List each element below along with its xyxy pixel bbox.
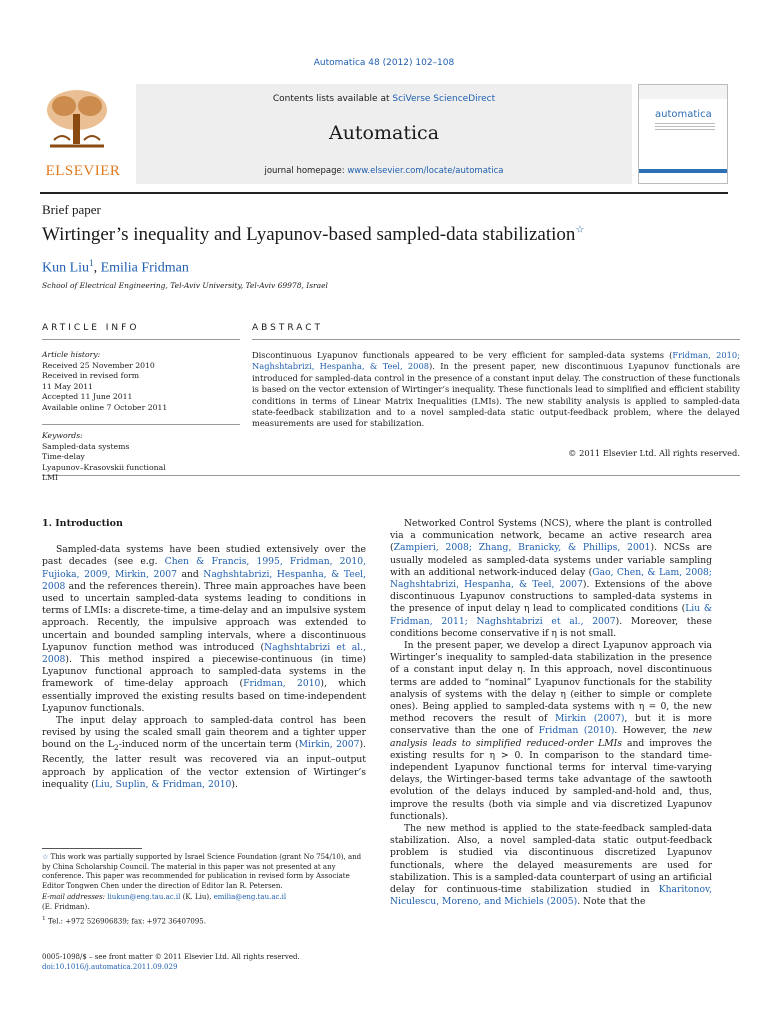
footnote-funding — [42, 853, 362, 891]
history-online: Available online 7 October 2011 — [42, 402, 168, 412]
text-run: ). NCSs are usually modeled as sampled-data systems under variable sampling with an additional network-induced delay ( — [390, 542, 712, 578]
masthead-rule — [40, 192, 728, 194]
author-separator: , — [93, 260, 101, 276]
history-revised-label: Received in revised form — [42, 371, 140, 380]
title-footnote-star[interactable]: ☆ — [575, 224, 585, 236]
history-received: Received 25 November 2010 — [42, 360, 155, 370]
text-run: and improves the existing results for η > 0. In comparison to the standard time-independent Lyapunov functional terms for interval time-varying delays, the Wirtinger-based terms take advantage of the sawtooth evolution of the delays induced by sampled-and-hold and, thus, improve the results (both via simple and via discretized Lyapunov functionals). — [390, 737, 712, 822]
homepage-prefix: journal homepage: — [264, 166, 348, 176]
text-run: and — [176, 568, 204, 580]
journal-cover-thumbnail — [638, 84, 728, 184]
citation-link[interactable]: Naghshtabrizi, Hespanha, & Teel, 2008 — [42, 568, 366, 592]
text-run: , but it is more conservative than the one of — [390, 713, 712, 737]
author-kun-liu[interactable]: Kun Liu — [42, 260, 90, 276]
intro-paragraph-4 — [390, 640, 712, 823]
body-left-column — [42, 518, 366, 791]
text-run: The input delay approach to sampled-data control has been revised by using the scaled small gain theorem and a tighter upper bound on the L — [42, 715, 366, 751]
keyword-item: Time-delay — [42, 452, 85, 461]
cover-header — [639, 85, 727, 99]
paper-title-text: Wirtinger’s inequality and Lyapunov-based sampled-data stabilization — [42, 224, 576, 245]
citation-link[interactable]: Mirkin, 2007 — [298, 739, 360, 751]
article-info-heading: ARTICLE INFO — [42, 323, 140, 333]
author1-footnote-mark[interactable]: 1 — [89, 258, 94, 268]
email-owner: (K. Liu), — [180, 893, 214, 902]
introduction-heading: 1. Introduction — [42, 518, 123, 529]
keyword-item: Sampled-data systems — [42, 441, 130, 451]
abstract-copyright: © 2011 Elsevier Ltd. All rights reserved. — [568, 448, 740, 458]
journal-name: Automatica — [328, 122, 440, 144]
elsevier-logo — [40, 84, 126, 184]
text-run: ). Recently, the latter result was recovered via an input–output approach by application of the vector extension of Wirtinger’s inequality ( — [42, 739, 366, 790]
body-right-column — [390, 518, 712, 909]
abstract-rule — [252, 339, 740, 340]
contents-prefix: Contents lists available at — [272, 94, 393, 104]
text-run: ). Extensions of the above discontinuous Lyapunov constructions to sampled-data systems in the presence of input delay η lead to complicated conditions ( — [390, 579, 713, 615]
citation-link[interactable]: Mirkin (2007) — [555, 713, 625, 725]
text-run: ). Moreover, these conditions become conservative if η is not small. — [390, 615, 712, 639]
paper-title — [42, 224, 584, 246]
issn-line: 0005-1098/$ – see front matter © 2011 Elsevier Ltd. All rights reserved. — [42, 953, 300, 961]
text-run: -induced norm of the uncertain term ( — [118, 739, 299, 751]
cover-band — [639, 169, 727, 173]
text-run: and the references therein). Three main approaches have been used to uncertain sampled-data systems leading to conditions in terms of LMIs: a discrete-time, a time-delay and an impulsive system approach. Recently, the impulsive approach was extended to uncertain and bounded sampling intervals, where a discontinuous Lyapunov function method was introduced ( — [42, 580, 366, 653]
abstract-citation-link[interactable]: Fridman, 2010; Naghshtabrizi, Hespanha, & Teel, 2008 — [252, 350, 740, 372]
history-label: Article history: — [42, 350, 101, 359]
cover-text-lines — [655, 123, 715, 131]
paper-type: Brief paper — [42, 202, 101, 217]
citation-link[interactable]: Fridman (2010) — [538, 725, 615, 737]
footnote-rule — [42, 848, 142, 849]
article-info-rule — [42, 339, 240, 340]
author-emilia-fridman[interactable]: Emilia Fridman — [100, 260, 189, 276]
intro-paragraph-3 — [390, 518, 712, 640]
journal-masthead — [40, 84, 728, 184]
front-matter-info — [42, 953, 362, 972]
abstract-part: Discontinuous Lyapunov functionals appeared to be very efficient for sampled-data systems ( — [252, 350, 673, 360]
email-owner: (E. Fridman). — [42, 902, 90, 911]
text-run: The new method is applied to the state-feedback sampled-data stabilization. Also, a novel sampled-data static output-feedback problem is studied via discontinuous discretized Lyapunov functionals, where the delayed measurements are used for stabilization. This is a sampled-data counterpart of using an artificial delay for continuous-time stabilization studied in — [390, 823, 712, 896]
masthead-center — [136, 84, 632, 184]
citation-link[interactable]: Kharitonov, Niculescu, Moreno, and Michiels (2005) — [390, 884, 712, 908]
footnote-funding-text: This work was partially supported by Israel Science Foundation (grant No 754/10), and by China Scholarship Council. The material in this paper was not presented at any conference. This paper was recommended for publication in revised form by Associate Editor Tongwen Chen under the direction of Editor Ian R. Petersen. — [42, 853, 362, 890]
elsevier-tree-icon — [40, 84, 114, 154]
text-run: ). This method inspired a piecewise-continuous (in time) Lyapunov functional approach to sampled-data systems in the framework of time-delay approach ( — [42, 654, 366, 690]
norm-subscript: 2 — [113, 743, 119, 753]
footnote-star: ☆ — [42, 853, 49, 861]
keyword-item: Lyapunov–Krasovskii functional — [42, 462, 166, 472]
emphasis-text: new analysis leads to simplified reduced-order LMIs — [390, 725, 712, 749]
affiliation: School of Electrical Engineering, Tel-Aviv University, Tel-Aviv 69978, Israel — [42, 281, 328, 290]
text-run: . Note that the — [577, 896, 646, 908]
homepage-line — [136, 166, 632, 176]
citation-link[interactable]: Liu, Suplin, & Fridman, 2010 — [94, 778, 232, 790]
intro-paragraph-1 — [42, 544, 366, 715]
contents-line — [136, 94, 632, 104]
keyword-item: LMI — [42, 473, 59, 482]
text-run: Sampled-data systems have been studied extensively over the past decades (see e.g. — [42, 544, 366, 568]
citation-link[interactable]: Liu & Fridman, 2011; Naghshtabrizi et al., 2007 — [390, 603, 712, 627]
intro-paragraph-2 — [42, 715, 366, 791]
footnote-mark-1: 1 — [42, 915, 46, 922]
publisher-name: ELSEVIER — [45, 163, 121, 179]
history-revised-date: 11 May 2011 — [42, 381, 94, 391]
author-list — [42, 258, 189, 277]
text-run: . However, the — [614, 725, 693, 737]
email-label: E-mail addresses: — [42, 893, 108, 902]
cover-title: automatica — [655, 109, 712, 120]
doi-link[interactable]: doi:10.1016/j.automatica.2011.09.029 — [42, 962, 178, 971]
abstract-heading: ABSTRACT — [252, 323, 324, 333]
citation-link[interactable]: Chen & Francis, 1995, Fridman, 2010, Fujioka, 2009, Mirkin, 2007 — [42, 556, 366, 580]
intro-paragraph-5 — [390, 823, 712, 908]
text-run: ), which essentially improved the existing results based on time-independent Lyapunov functionals. — [42, 678, 366, 714]
footnotes — [42, 853, 362, 928]
abstract-text — [252, 350, 740, 430]
sciencedirect-link[interactable]: SciVerse ScienceDirect — [392, 94, 496, 104]
email-link-liu[interactable]: liukun@eng.tau.ac.il — [107, 893, 181, 902]
footnote-emails — [42, 893, 362, 912]
text-run: ). — [231, 778, 238, 790]
history-accepted: Accepted 11 June 2011 — [42, 392, 133, 401]
email-link-fridman[interactable]: emilia@eng.tau.ac.il — [213, 893, 287, 902]
keywords-label: Keywords: — [42, 431, 83, 440]
citation-link[interactable]: Fridman, 2010 — [243, 678, 321, 690]
citation-link[interactable]: Zampieri, 2008; Zhang, Branicky, & Phillips, 2001 — [393, 542, 651, 554]
footnote-phone — [42, 915, 362, 927]
footnote-phone-text: Tel.: +972 526906839; fax: +972 36407095. — [45, 916, 206, 925]
citation-link[interactable]: Naghshtabrizi et al., 2008 — [42, 641, 366, 666]
article-history — [42, 350, 240, 413]
text-run: In the present paper, we develop a direct Lyapunov approach via Wirtinger’s inequality to sampled-data stabilization in the presence of a constant input delay η. In this approach, novel discontinuous terms are added to “nominal” Lyapunov functionals for the stability analysis of systems with the delay η (either to simple or complete ones). Being applied to sampled-data systems with η = 0, the new method recovers the result of — [390, 640, 712, 725]
homepage-link[interactable]: www.elsevier.com/locate/automatica — [347, 166, 504, 176]
citation-link[interactable]: Gao, Chen, & Lam, 2008; Naghshtabrizi, Hespanha, & Teel, 2007 — [390, 566, 712, 591]
text-run: Networked Control Systems (NCS), where the plant is controlled via a communication network, became an active research area ( — [390, 518, 712, 554]
abstract-part: ). In the present paper, new discontinuous Lyapunov functionals are introduced for sampled-data control in the presence of a constant input delay. The construction of these functionals is based on the vector extension of Wirtinger’s inequality. These functionals lead to simplified and efficient stability conditions in terms of Linear Matrix Inequalities (LMIs). The new stability analysis is applied to sampled-data state-feedback stabilization and to a novel sampled-data static output-feedback problem, where the delayed measurements are used for stabilization. — [252, 361, 740, 429]
keywords-rule — [42, 424, 240, 425]
keywords — [42, 431, 240, 484]
journal-citation[interactable]: Automatica 48 (2012) 102–108 — [313, 58, 455, 68]
